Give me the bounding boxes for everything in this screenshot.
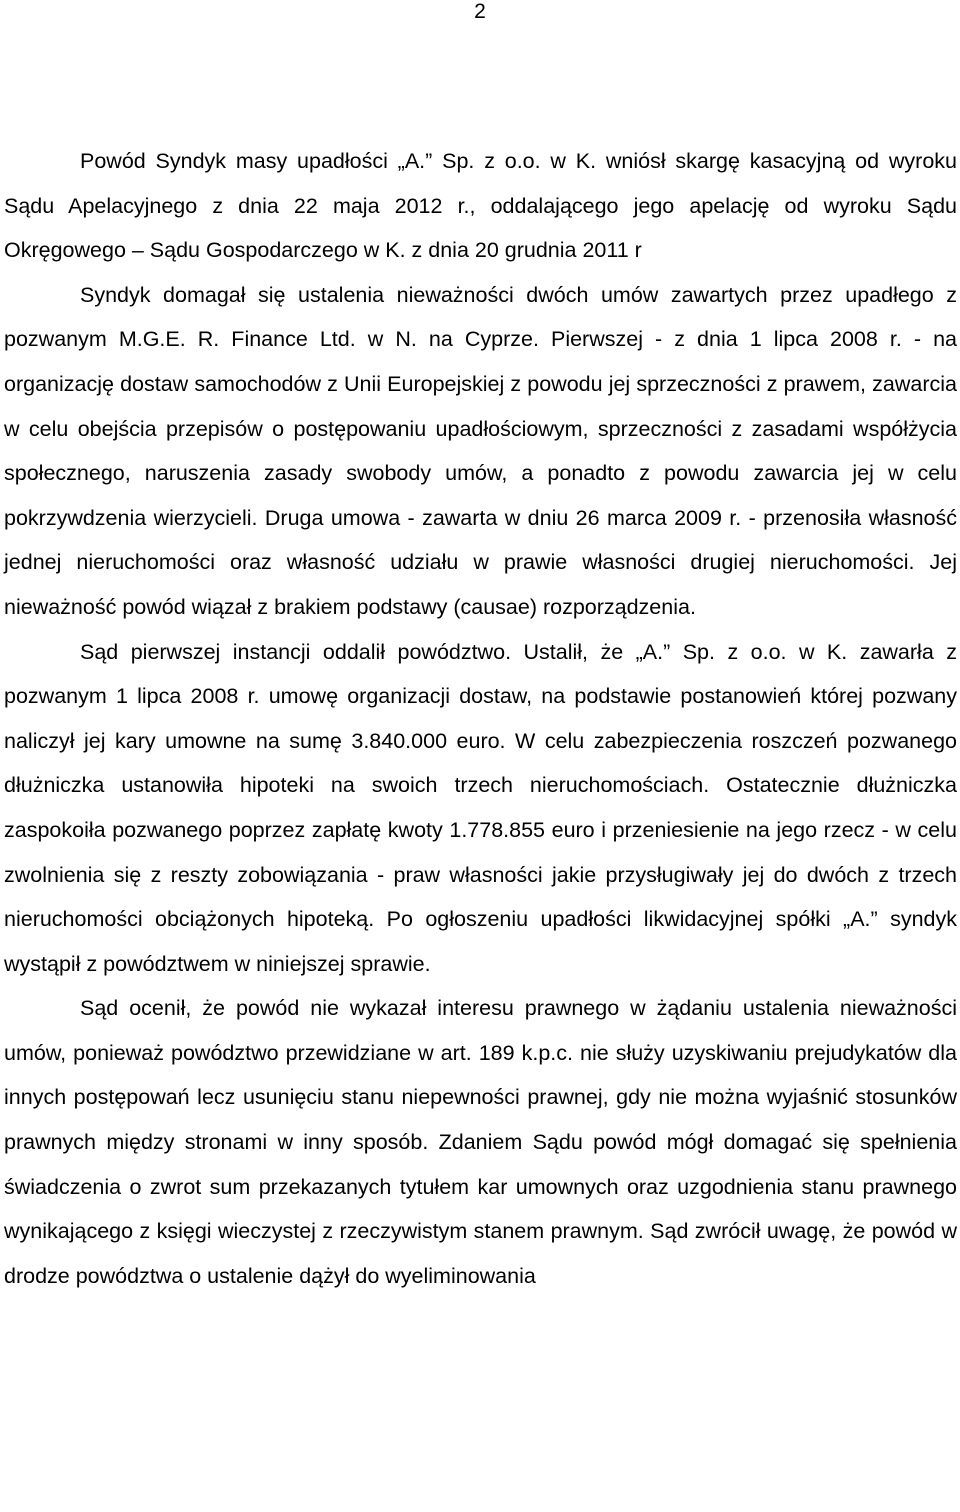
document-body xyxy=(4,139,957,1298)
page-number: 2 xyxy=(474,0,486,23)
paragraph-3: Sąd pierwszej instancji oddalił powództwo. Ustalił, że „A.” Sp. z o.o. w K. zawarła z pozwanym 1 lipca 2008 r. umowę organizacji dostaw, na podstawie postanowień której pozwany naliczył jej kary umowne na sumę 3.840.000 euro. W celu zabezpieczenia roszczeń pozwanego dłużniczka ustanowiła hipoteki na swoich trzech nieruchomościach. Ostatecznie dłużniczka zaspokoiła pozwanego poprzez zapłatę kwoty 1.778.855 euro i przeniesienie na jego rzecz - w celu zwolnienia się z reszty zobowiązania - praw własności jakie przysługiwały jej do dwóch z trzech nieruchomości obciążonych hipoteką. Po ogłoszeniu upadłości likwidacyjnej spółki „A.” syndyk wystąpił z powództwem w niniejszej sprawie. xyxy=(4,639,957,976)
paragraph-1: Powód Syndyk masy upadłości „A.” Sp. z o.o. w K. wniósł skargę kasacyjną od wyroku Sądu Apelacyjnego z dnia 22 maja 2012 r., oddalającego jego apelację od wyroku Sądu Okręgowego – Sądu Gospodarczego w K. z dnia 20 grudnia 2011 r xyxy=(4,149,957,263)
paragraph-4: Sąd ocenił, że powód nie wykazał interesu prawnego w żądaniu ustalenia nieważności umów, ponieważ powództwo przewidziane w art. 189 k.p.c. nie służy uzyskiwaniu prejudykatów dla innych postępowań lecz usunięciu stanu niepewności prawnej, gdy nie można wyjaśnić stosunków prawnych między stronami w inny sposób. Zdaniem Sądu powód mógł domagać się spełnienia świadczenia o zwrot sum przekazanych tytułem kar umownych oraz uzgodnienia stanu prawnego wynikającego z księgi wieczystej z rzeczywistym stanem prawnym. Sąd zwrócił uwagę, że powód w drodze powództwa o ustalenie dążył do wyeliminowania xyxy=(4,996,957,1288)
paragraph-2: Syndyk domagał się ustalenia nieważności dwóch umów zawartych przez upadłego z pozwanym M.G.E. R. Finance Ltd. w N. na Cyprze. Pierwszej - z dnia 1 lipca 2008 r. - na organizację dostaw samochodów z Unii Europejskiej z powodu jej sprzeczności z prawem, zawarcia w celu obejścia przepisów o postępowaniu upadłościowym, sprzeczności z zasadami współżycia społecznego, naruszenia zasady swobody umów, a ponadto z powodu zawarcia jej w celu pokrzywdzenia wierzycieli. Druga umowa - zawarta w dniu 26 marca 2009 r. - przenosiła własność jednej nieruchomości oraz własność udziału w prawie własności drugiej nieruchomości. Jej nieważność powód wiązał z brakiem podstawy (causae) rozporządzenia. xyxy=(4,282,957,619)
